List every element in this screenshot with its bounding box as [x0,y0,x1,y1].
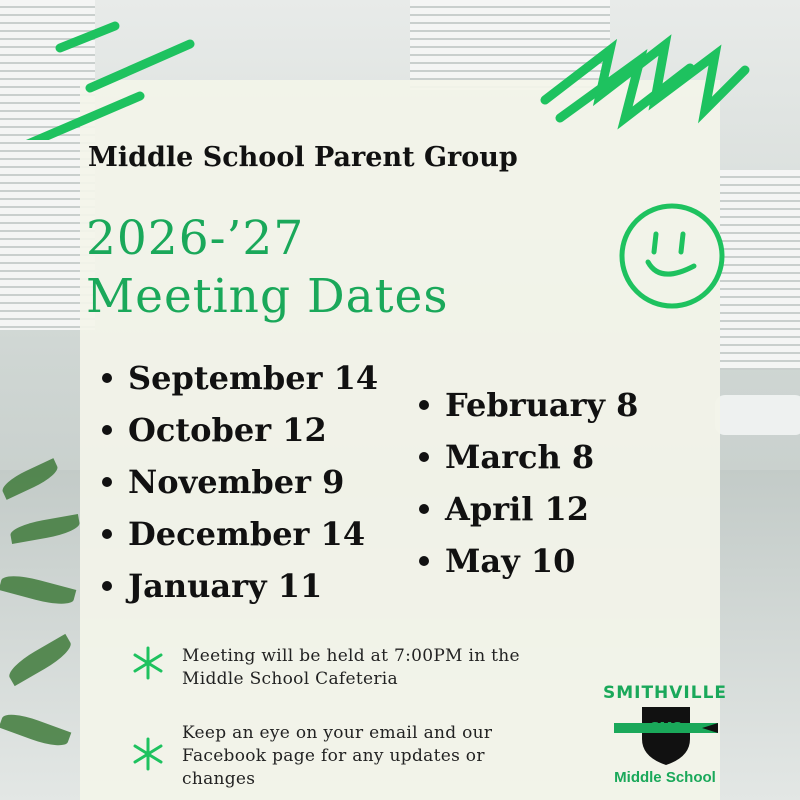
page-title [86,210,449,326]
note-text: Keep an eye on your email and our Facebook page for any updates or changes [182,723,493,789]
date-item: October 12 [98,404,378,456]
logo-bottom-text: Middle School [614,769,716,786]
year-line: 2026-’27 [86,211,305,266]
background-table [715,395,800,435]
date-item: November 9 [98,456,378,508]
asterisk-icon [130,645,166,681]
meeting-location-note [130,645,560,691]
date-item: May 10 [415,535,638,587]
title-line: Meeting Dates [86,269,449,324]
asterisk-icon [130,736,166,772]
school-logo [600,683,730,793]
group-title: Middle School Parent Group [88,142,518,173]
logo-shield-text: SMS [650,721,682,736]
logo-top-text: SMITHVILLE [602,683,728,703]
shield-icon [614,705,718,767]
scribble-lines [0,0,800,140]
date-item: February 8 [415,379,638,431]
note-text: Meeting will be held at 7:00PM in the Middle School Cafeteria [182,646,520,689]
updates-note [130,722,560,791]
dates-list-left [98,352,378,612]
date-item: March 8 [415,431,638,483]
date-item: April 12 [415,483,638,535]
window-blinds [720,170,800,370]
date-item: December 14 [98,508,378,560]
smiley-face-icon [616,200,728,312]
date-item: September 14 [98,352,378,404]
date-item: January 11 [98,560,378,612]
dates-list-right [415,379,638,587]
